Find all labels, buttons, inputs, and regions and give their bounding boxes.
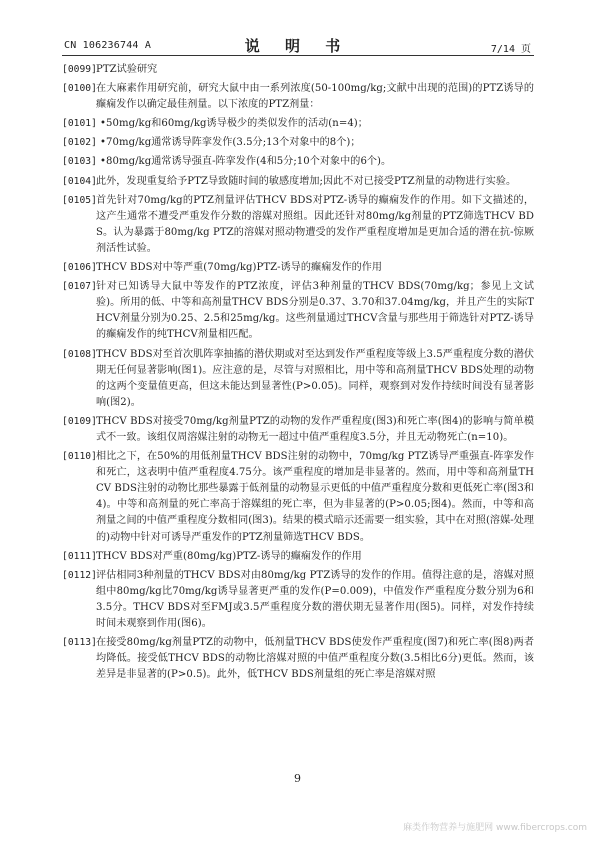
paragraph-number: [0105]	[62, 194, 97, 206]
paragraph-text: THCV BDS对接受70mg/kg剂量PTZ的动物的发作严重程度(图3)和死亡率(图4)的影响与简单模式不一致。该组仅周溶媒注射的动物无一超过中值严重程度3.5分，并且无动物死亡(n=10)。	[96, 415, 534, 443]
paragraph	[62, 635, 534, 683]
paragraph	[62, 116, 534, 132]
paragraph-text: THCV BDS对中等严重(70mg/kg)PTZ-诱导的癫痫发作的作用	[96, 262, 383, 274]
paragraph-text: 首先针对70mg/kg的PTZ剂量评估THCV BDS对PTZ-诱导的癫痫发作的作用。如下文描述的，这产生通常不遭受严重发作分数的溶媒对照组。因此还针对80mg/kg剂量的PTZ筛选THCV BDS。认为暴露于80mg/kg PTZ的溶媒对照动物遭受的发作严重程度增加是更加合适的潜在抗-惊厥剂活性试验。	[96, 194, 534, 254]
header-divider	[62, 55, 534, 56]
paragraph	[62, 260, 534, 276]
paragraph-text: THCV BDS对严重(80mg/kg)PTZ-诱导的癫痫发作的作用	[96, 550, 362, 562]
paragraph-text: 在接受80mg/kg剂量PTZ的动物中，低剂量THCV BDS使发作严重程度(图7)和死亡率(图8)两者均降低。接受低THCV BDS的动物比溶媒对照的中值严重程度分数(3.5相比6分)更低。然而，该差异是非显著的(P>0.5)。此外，低THCV BDS剂量组的死亡率是溶媒对照	[96, 637, 534, 681]
paragraph	[62, 174, 534, 190]
paragraph-number: [0106]	[62, 262, 97, 274]
page-title: 说 明 书	[244, 37, 351, 55]
paragraph	[62, 81, 534, 113]
paragraph-number: [0112]	[62, 569, 97, 581]
paragraph-number: [0109]	[62, 415, 97, 427]
paragraph-number: [0100]	[62, 83, 97, 95]
paragraph	[62, 568, 534, 632]
paragraph-number: [0111]	[62, 550, 97, 562]
paragraph-number: [0110]	[62, 451, 97, 463]
paragraph-number: [0107]	[62, 281, 97, 293]
paragraph-number: [0102]	[62, 137, 97, 149]
paragraph-text: •70mg/kg通常诱导阵挛发作(3.5分;13个对象中的8个)；	[100, 137, 361, 149]
patent-number: CN 106236744 A	[64, 40, 152, 51]
paragraph	[62, 62, 534, 78]
paragraph	[62, 193, 534, 257]
paragraph	[62, 154, 534, 170]
paragraph-text: •50mg/kg和60mg/kg诱导极少的类似发作的活动(n=4)；	[100, 118, 368, 130]
paragraph-number: [0101]	[62, 118, 97, 130]
document-body	[62, 62, 534, 686]
paragraph	[62, 279, 534, 343]
paragraph	[62, 414, 534, 446]
paragraph	[62, 135, 534, 151]
paragraph-number: [0099]	[62, 64, 97, 75]
paragraph-text: 此外，发现重复给予PTZ导致随时间的敏感度增加;因此不对已接受PTZ剂量的动物进行实验。	[96, 175, 517, 187]
paragraph-text: THCV BDS对至首次肌阵挛抽搐的潜伏期或对至达到发作严重程度等级上3.5严重程度分数的潜伏期无任何显著影响(图1)。应注意的是，尽管与对照相比，用中等和高剂量THCV BDS处理的动物的这两个变量值更高，但这未能达到显著性(P>0.05)。同样，观察到对发作持续时间没有显著影响(图2)。	[96, 348, 534, 408]
page-number: 9	[294, 772, 301, 785]
paragraph	[62, 549, 534, 565]
watermark: 麻类作物营养与施肥网 www.fibercrops.com	[403, 823, 587, 833]
paragraph-number: [0103]	[62, 156, 97, 168]
paragraph	[62, 347, 534, 411]
paragraph-text: 针对已知诱导大鼠中等发作的PTZ浓度，评估3种剂量的THCV BDS(70mg/kg；参见上文试验)。所用的低、中等和高剂量THCV BDS分别是0.37、3.70和37.04mg/kg，并且产生的实际THCV剂量分别为0.25、2.5和25mg/kg。这些剂量通过THCV含量与那些用于筛选针对PTZ-诱导的癫痫发作的纯THCV剂量相匹配。	[96, 281, 534, 341]
paragraph-text: •80mg/kg通常诱导强直-阵挛发作(4和5分;10个对象中的6个)。	[100, 156, 392, 168]
paragraph-text: 相比之下，在50%的用低剂量THCV BDS注射的动物中，70mg/kg PTZ诱导严重强直-阵挛发作和死亡，这表明中值严重程度4.75分。该严重程度的增加是非显著的。然而，用中等和高剂量THCV BDS注射的动物比那些暴露于低剂量的动物显示更低的中值严重程度分数和更低死亡率(图3和4)。中等和高剂量的死亡率高于溶媒组的死亡率，但为非显著的(P>0.05;图4)。然而，中等和高剂量之间的中值严重程度分数相同(图3)。结果的模式暗示还需要一组实验，其中在对照(溶媒-处理的)动物中针对可诱导严重发作的PTZ剂量筛选THCV BDS。	[96, 451, 534, 543]
paragraph-number: [0104]	[62, 175, 97, 187]
paragraph-number: [0108]	[62, 348, 97, 360]
paragraph-number: [0113]	[62, 637, 97, 649]
paragraph-text: 在大麻素作用研究前，研究大鼠中由一系列浓度(50-100mg/kg;文献中出现的范围)的PTZ诱导的癫痫发作以确定最佳剂量。以下浓度的PTZ剂量：	[96, 83, 534, 111]
paragraph-text: 评估相同3种剂量的THCV BDS对由80mg/kg PTZ诱导的发作的作用。值得注意的是，溶媒对照组中80mg/kg比70mg/kg诱导显著更严重的发作(P=0.009)，中值发作严重程度分数分别为6和3.5分。THCV BDS对至FMJ或3.5严重程度分数的潜伏期无显著作用(图5)。同样，对发作持续时间未观察到作用(图6)。	[96, 569, 534, 629]
paragraph-text: PTZ试验研究	[96, 64, 158, 75]
page-indicator: 7/14 页	[490, 44, 531, 55]
paragraph	[62, 449, 534, 546]
